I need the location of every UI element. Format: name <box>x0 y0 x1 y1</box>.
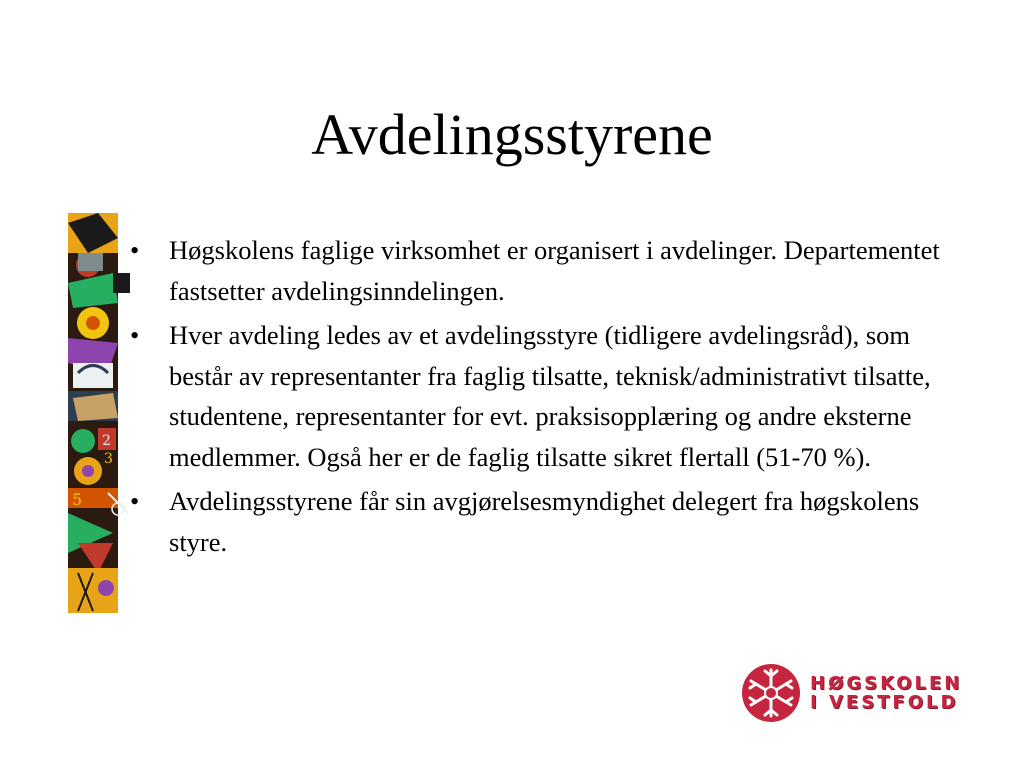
collage-strip-icon <box>68 213 130 613</box>
svg-text:2: 2 <box>102 433 111 449</box>
logo-wordmark <box>810 674 962 712</box>
slide-title: Avdelingsstyrene <box>311 102 713 167</box>
bullet-marker: • <box>130 486 140 516</box>
bullet-text: Hver avdeling ledes av et avdelingsstyre (tidligere avdelingsråd), som består av representanter fra faglig tilsatte, teknisk/administrativt tilsatte, studentene, representanter for evt. praksisopplæring og andre eksterne medlemmer. Også her er de faglig tilsatte sikret flertall (51-70 %). <box>169 320 931 472</box>
list-item <box>130 481 950 562</box>
svg-text:3: 3 <box>104 451 113 467</box>
logo-line-2: I VESTFOLD <box>810 692 959 713</box>
bullet-list <box>130 230 950 566</box>
school-logo <box>740 660 970 725</box>
list-item <box>130 315 950 477</box>
bullet-text: Avdelingsstyrene får sin avgjørelsesmyndighet delegert fra høgskolens styre. <box>169 486 920 557</box>
bullet-marker: • <box>130 235 140 265</box>
list-item <box>130 230 950 311</box>
svg-text:5: 5 <box>72 490 83 509</box>
bullet-marker: • <box>130 320 140 350</box>
logo-line-1: HØGSKOLEN <box>810 673 963 694</box>
snowflake-logo-icon <box>740 662 802 724</box>
bullet-text: Høgskolens faglige virksomhet er organisert i avdelinger. Departementet fastsetter avdelingsinndelingen. <box>169 235 940 306</box>
collage-strip-graphic <box>68 213 130 613</box>
